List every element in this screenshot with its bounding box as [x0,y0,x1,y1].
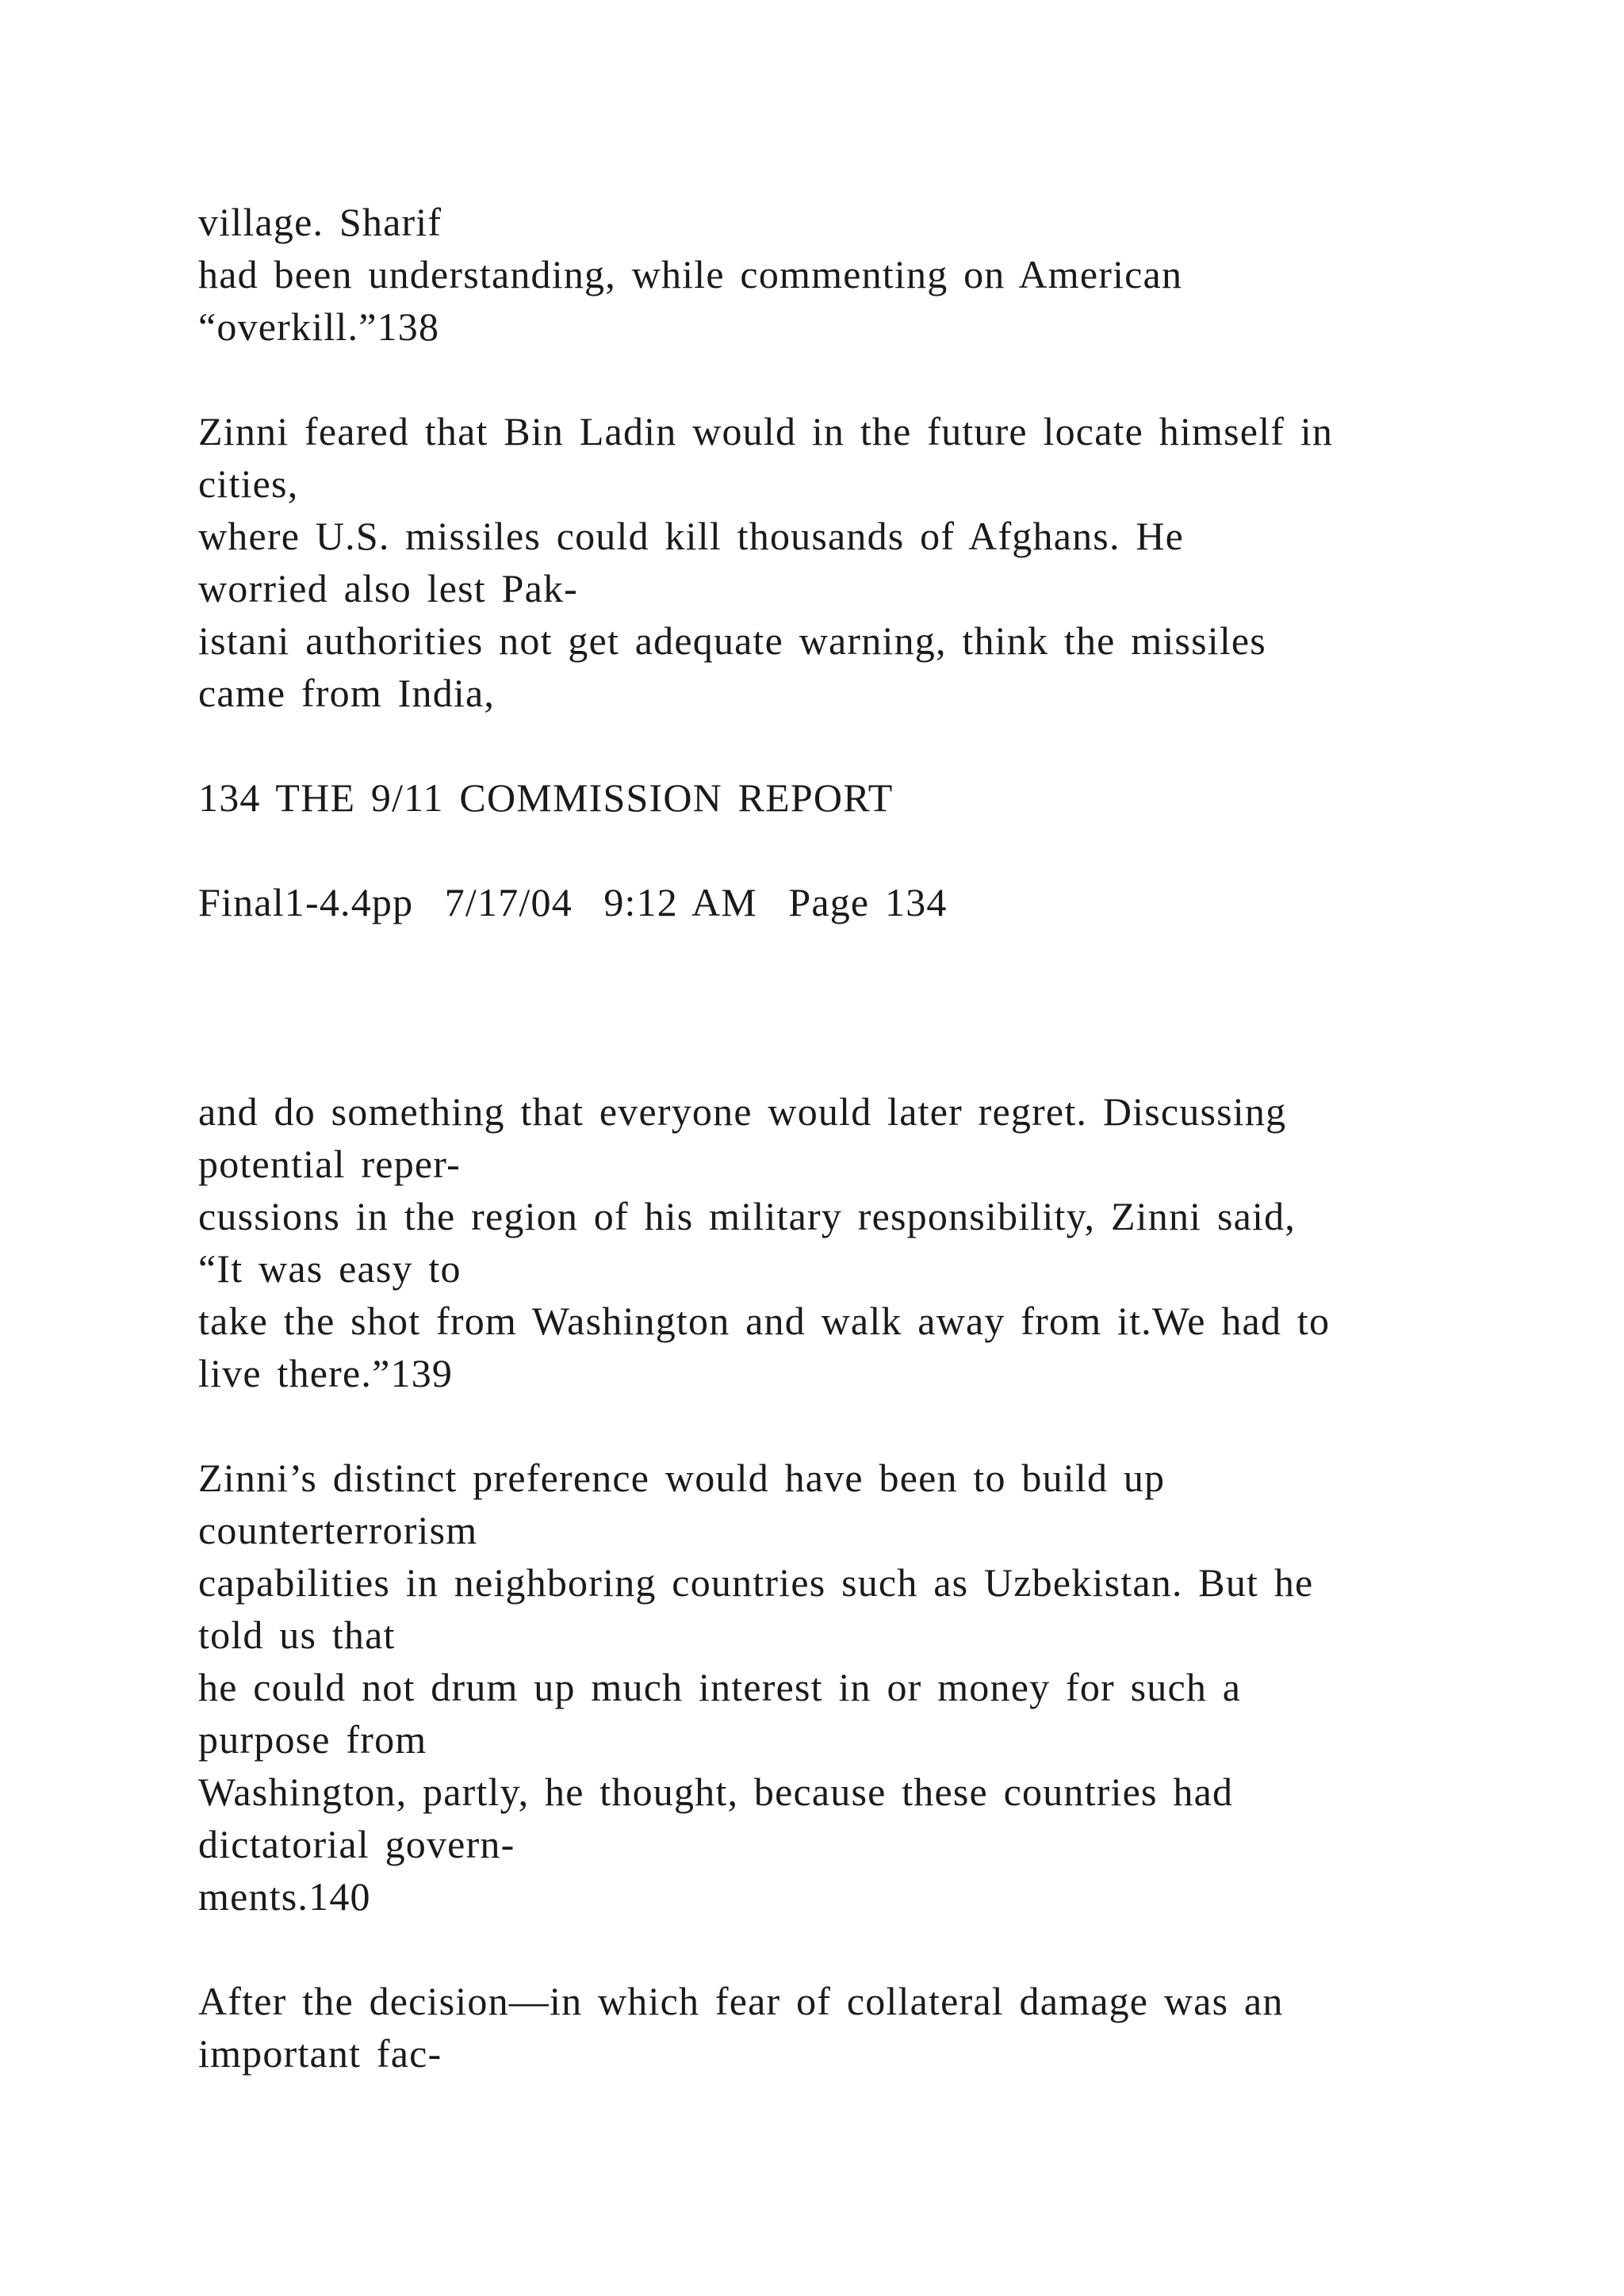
text-line: counterterrorism [198,1508,478,1552]
paragraph-zinni-preference [198,1452,1483,1923]
text-line: ments.140 [198,1874,371,1919]
text-line: purpose from [198,1717,427,1762]
text-line: Zinni feared that Bin Ladin would in the future locate himself in [198,409,1334,453]
text-line: village. Sharif [198,200,442,244]
text-line: dictatorial govern- [198,1822,515,1866]
text-line: worried also lest Pak- [198,566,579,610]
text-line: important fac- [198,2031,442,2076]
text-line: Washington, partly, he thought, because these countries had [198,1770,1234,1814]
text-line: “It was easy to [198,1246,462,1291]
page-break-gap [198,928,1483,1085]
text-line: he could not drum up much interest in or money for such a [198,1665,1242,1709]
text-line: take the shot from Washington and walk away from it.We had to [198,1299,1331,1343]
running-footer: 134 THE 9/11 COMMISSION REPORT [198,775,894,820]
document-page [198,196,1483,2080]
paragraph-repercussions [198,1085,1483,1399]
text-line: istani authorities not get adequate warning, think the missiles [198,618,1266,663]
text-line: Zinni’s distinct preference would have been to build up [198,1456,1166,1500]
paragraph-gap [198,1399,1483,1452]
text-line: told us that [198,1613,396,1657]
text-line: and do something that everyone would later regret. Discussing [198,1089,1287,1134]
text-line: capabilities in neighboring countries such as Uzbekistan. But he [198,1560,1314,1605]
text-line: where U.S. missiles could kill thousands of Afghans. He [198,514,1185,558]
text-line: cussions in the region of his military responsibility, Zinni said, [198,1194,1297,1238]
paragraph-gap [198,353,1483,405]
text-line: potential reper- [198,1142,461,1186]
text-line: “overkill.”138 [198,304,440,349]
paragraph-overkill [198,196,1483,353]
paragraph-gap [198,824,1483,876]
paragraph-gap [198,719,1483,771]
paragraph-zinni-feared [198,405,1483,719]
paragraph-gap [198,1923,1483,1975]
print-slug: Final1-4.4pp 7/17/04 9:12 AM Page 134 [198,880,948,924]
text-line: had been understanding, while commenting on American [198,252,1183,297]
text-line: After the decision—in which fear of collateral damage was an [198,1979,1284,2023]
text-line: came from India, [198,671,496,715]
text-line: cities, [198,461,299,506]
paragraph-after-decision [198,1975,1483,2080]
text-line: live there.”139 [198,1351,454,1395]
